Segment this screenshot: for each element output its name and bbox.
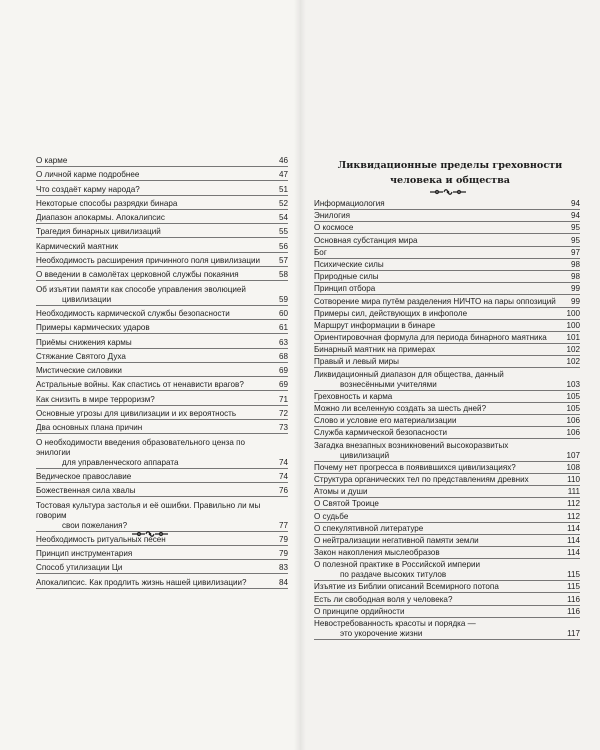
toc-entry-page-number: 57 (278, 256, 288, 266)
toc-entry-page-number: 79 (278, 549, 288, 559)
toc-entry-title-text: Принцип отбора (314, 284, 376, 294)
toc-entry-title (36, 185, 274, 195)
toc-entry[interactable] (314, 345, 580, 356)
toc-entry-title (314, 463, 566, 473)
toc-entry-title (36, 285, 274, 305)
toc-entry-page-number: 56 (278, 241, 288, 251)
toc-entry-title (314, 272, 566, 282)
toc-entry-title-continuation: цивилизаций (340, 450, 390, 460)
toc-entry-title (36, 563, 274, 573)
section-title (305, 158, 595, 188)
toc-list-right (314, 199, 580, 641)
toc-entry-page-number: 106 (566, 416, 580, 426)
toc-entry-page-number: 46 (278, 156, 288, 165)
toc-entry-page-number: 61 (278, 323, 288, 333)
toc-entry-title (314, 392, 566, 402)
toc-entry-page-number: 99 (570, 284, 580, 294)
ornament-divider-right (429, 188, 467, 196)
toc-entry[interactable] (36, 501, 288, 532)
toc-entry-page-number: 68 (278, 351, 288, 361)
toc-entry-title-text: О спекулятивной литературе (314, 523, 424, 533)
toc-entry-page-number: 83 (278, 563, 288, 573)
toc-entry[interactable] (314, 619, 580, 640)
toc-entry-title (314, 428, 566, 438)
toc-entry-title (314, 441, 566, 461)
toc-entry-page-number: 73 (278, 423, 288, 433)
toc-entry-page-number: 76 (278, 486, 288, 496)
toc-entry[interactable] (36, 472, 288, 483)
toc-entry-title (36, 213, 274, 223)
toc-entry-title (314, 512, 566, 522)
toc-entry-title-continuation: свои пожелания? (62, 520, 128, 530)
toc-entry-page-number: 112 (567, 499, 580, 509)
toc-entry-title (314, 582, 566, 592)
toc-entry-title-continuation: по раздаче высоких титулов (340, 570, 447, 580)
toc-entry-title-text: Психические силы (314, 259, 384, 269)
toc-entry-page-number: 102 (566, 357, 580, 367)
section-title-line-2: человека и общества (390, 175, 510, 186)
toc-entry-title-text: Почему нет прогресса в появившихся цивилизациях? (314, 462, 516, 472)
toc-entry-page-number: 77 (278, 520, 288, 530)
toc-entry-title-text: Некоторые способы разрядки бинара (36, 198, 178, 208)
toc-entry-title-text: О введении в самолётах церковной службы покаяния (36, 270, 239, 280)
toc-entry-title-text: Принцип инструментария (36, 549, 133, 559)
toc-entry-title (36, 486, 274, 496)
toc-entry[interactable] (36, 285, 288, 306)
toc-entry-title (314, 404, 566, 414)
toc-entry-title-text: Можно ли вселенную создать за шесть дней? (314, 404, 487, 413)
toc-entry-title-text: Основная субстанция мира (314, 235, 418, 245)
toc-entry-title (314, 333, 566, 343)
toc-entry-title (314, 548, 566, 558)
toc-entry-page-number: 105 (566, 404, 580, 413)
toc-entry-page-number: 112 (567, 511, 580, 521)
toc-entry-title-text: Правый и левый миры (314, 357, 399, 367)
toc-entry-page-number: 115 (567, 570, 580, 580)
toc-entry-page-number: 58 (278, 270, 288, 280)
toc-entry-title-text: Природные силы (314, 272, 379, 282)
toc-entry-title-text: Слово и условие его материализации (314, 416, 457, 426)
toc-entry-title (314, 297, 566, 307)
toc-entry[interactable] (314, 248, 580, 259)
toc-entry-page-number: 47 (278, 170, 288, 180)
toc-entry[interactable] (36, 270, 288, 281)
toc-entry-title (36, 395, 274, 405)
toc-entry-title-text: Способ утилизации Ци (36, 563, 123, 573)
toc-entry-title-text: Трагедия бинарных цивилизаций (36, 227, 161, 237)
toc-entry-title-text: Необходимость расширения причинного поля цивилизации (36, 256, 260, 266)
toc-list-left (36, 156, 288, 592)
toc-entry-title (36, 409, 274, 419)
toc-entry-title (314, 595, 566, 605)
toc-entry-title-text: Атомы и души (314, 487, 368, 497)
toc-entry-page-number: 115 (567, 582, 580, 592)
toc-entry-title-text: Два основных плана причин (36, 423, 143, 433)
toc-entry-page-number: 110 (567, 474, 580, 484)
toc-entry-page-number: 116 (567, 606, 580, 616)
toc-entry-title-text: Энилогия (314, 211, 350, 221)
toc-entry[interactable] (314, 357, 580, 368)
toc-entry-title-text: Что создаёт карму народа? (36, 184, 140, 194)
toc-entry-page-number: 98 (570, 259, 580, 269)
toc-entry-title (314, 607, 566, 617)
toc-entry[interactable] (314, 416, 580, 427)
toc-entry[interactable] (36, 338, 288, 349)
toc-entry-title (36, 309, 274, 319)
toc-entry[interactable] (36, 227, 288, 238)
toc-entry-title (314, 248, 566, 258)
toc-entry-title-text: Изъятие из Библии описаний Всемирного потопа (314, 582, 499, 592)
toc-entry[interactable] (36, 563, 288, 574)
toc-entry-page-number: 116 (567, 594, 580, 604)
toc-entry-title (314, 345, 566, 355)
toc-entry-page-number: 52 (278, 198, 288, 208)
toc-entry[interactable] (36, 242, 288, 253)
toc-entry-title-text: О нейтрализации негативной памяти земли (314, 535, 479, 545)
toc-entry-page-number: 72 (278, 409, 288, 419)
toc-entry-page-number: 95 (570, 223, 580, 233)
toc-entry-title (314, 487, 566, 497)
toc-entry[interactable] (36, 409, 288, 420)
toc-entry-title (36, 323, 274, 333)
toc-entry[interactable] (314, 428, 580, 439)
toc-entry[interactable] (314, 512, 580, 523)
toc-entry-title-text: Тостовая культура застолья и её ошибки. Правильно ли мы говорим (36, 500, 261, 520)
toc-entry[interactable] (314, 548, 580, 559)
toc-entry-title-text: Ликвидационный диапазон для общества, данный (314, 369, 504, 379)
toc-entry-page-number: 99 (570, 296, 580, 306)
toc-entry[interactable] (36, 549, 288, 560)
toc-entry[interactable] (36, 423, 288, 434)
toc-entry-page-number: 111 (567, 487, 580, 497)
toc-entry[interactable] (36, 156, 288, 167)
toc-entry[interactable] (314, 524, 580, 535)
toc-entry-page-number: 100 (566, 308, 580, 318)
toc-entry-title-text: Загадка внезапных возникновений высокоразвитых (314, 440, 509, 450)
toc-entry-title-text: О карме (36, 156, 68, 165)
toc-entry[interactable] (314, 441, 580, 462)
toc-entry-title-text: О необходимости введения образовательного ценза по энилогии (36, 437, 246, 457)
toc-entry[interactable] (314, 475, 580, 486)
toc-entry-title (314, 536, 566, 546)
toc-entry-page-number: 114 (567, 523, 580, 533)
toc-entry[interactable] (36, 395, 288, 406)
toc-entry-page-number: 106 (566, 428, 580, 438)
toc-entry-page-number: 79 (278, 534, 288, 544)
toc-entry-page-number: 108 (566, 462, 580, 472)
toc-entry-title-text: Необходимость кармической службы безопасности (36, 308, 230, 318)
toc-entry-title-text: Бинарный маятник на примерах (314, 345, 436, 355)
toc-entry-title (36, 501, 274, 531)
toc-entry-page-number: 114 (567, 548, 580, 558)
toc-entry-title-text: Мистические силовики (36, 366, 122, 376)
toc-entry-title-continuation: цивилизации (62, 294, 112, 304)
toc-entry-page-number: 74 (278, 471, 288, 481)
toc-entry-title (314, 499, 566, 509)
toc-entry-title (36, 549, 274, 559)
toc-entry-title-text: Структура органических тел по представлениям древних (314, 474, 529, 484)
toc-entry[interactable] (314, 404, 580, 415)
toc-entry-title (36, 242, 274, 252)
toc-entry-title (36, 156, 274, 166)
toc-entry[interactable] (36, 366, 288, 377)
toc-entry-title (36, 170, 274, 180)
toc-entry[interactable] (36, 170, 288, 181)
toc-entry-page-number: 55 (278, 227, 288, 237)
toc-entry-title-text: О судьбе (314, 511, 349, 521)
toc-entry[interactable] (314, 236, 580, 247)
toc-entry-title-continuation: вознесёнными учителями (340, 379, 437, 389)
toc-entry-page-number: 117 (567, 629, 580, 638)
toc-entry-title (36, 270, 274, 280)
section-title-line-1: Ликвидационные пределы греховности (337, 160, 563, 171)
toc-entry[interactable] (314, 223, 580, 234)
toc-entry-title (314, 309, 566, 319)
toc-entry[interactable] (36, 213, 288, 224)
toc-entry-title (36, 380, 274, 390)
toc-entry-title-text: Божественная сила хвалы (36, 486, 136, 496)
toc-entry-title-text: Примеры кармических ударов (36, 323, 150, 333)
toc-entry-title (314, 199, 566, 209)
toc-entry[interactable] (314, 595, 580, 606)
toc-entry-title (36, 227, 274, 237)
toc-entry-title-text: Астральные войны. Как спастись от ненависти врагов? (36, 380, 244, 390)
toc-entry-title (36, 366, 274, 376)
ornament-divider-left (131, 530, 169, 538)
toc-entry-title-text: Диапазон апокармы. Апокалипсис (36, 213, 165, 223)
toc-entry-title-text: О Святой Троице (314, 499, 379, 509)
toc-entry-title-text: Необходимость ритуальных песен (36, 534, 166, 544)
toc-entry-page-number: 102 (566, 345, 580, 355)
toc-entry[interactable] (36, 352, 288, 363)
toc-entry-title-text: Сотворение мира путём разделения НИЧТО на пары оппозиций (314, 296, 556, 306)
toc-entry-page-number: 105 (566, 391, 580, 401)
toc-entry-title (36, 352, 274, 362)
toc-entry[interactable] (314, 607, 580, 618)
toc-entry-title-text: Есть ли свободная воля у человека? (314, 594, 453, 604)
toc-entry-title-text: Невостребованность красоты и порядка — (314, 619, 476, 628)
toc-entry-page-number: 63 (278, 337, 288, 347)
toc-entry[interactable] (36, 323, 288, 334)
toc-entry-page-number: 74 (278, 457, 288, 467)
toc-entry[interactable] (314, 560, 580, 581)
toc-entry[interactable] (36, 256, 288, 267)
toc-entry-page-number: 69 (278, 380, 288, 390)
toc-entry-title (314, 321, 566, 331)
toc-entry-title-text: Закон накопления мыслеобразов (314, 548, 440, 558)
toc-entry-page-number: 69 (278, 366, 288, 376)
toc-entry[interactable] (314, 297, 580, 308)
toc-entry-title-text: Апокалипсис. Как продлить жизнь нашей цивилизации? (36, 577, 247, 587)
toc-entry-title-text: О космосе (314, 223, 354, 233)
toc-entry-title-continuation: для управленческого аппарата (62, 457, 179, 467)
toc-entry[interactable] (314, 260, 580, 271)
toc-entry-page-number: 95 (570, 235, 580, 245)
toc-entry[interactable] (36, 185, 288, 196)
toc-entry-title (314, 357, 566, 367)
toc-entry-page-number: 101 (566, 333, 580, 343)
toc-entry[interactable] (314, 392, 580, 403)
toc-entry[interactable] (314, 463, 580, 474)
toc-entry-title-continuation: это укорочение жизни (340, 629, 423, 638)
toc-entry-title (314, 560, 566, 580)
toc-entry-title-text: Служба кармической безопасности (314, 428, 448, 438)
toc-entry-page-number: 94 (570, 199, 580, 208)
toc-entry[interactable] (36, 486, 288, 497)
toc-entry-title (36, 423, 274, 433)
toc-entry-page-number: 98 (570, 272, 580, 282)
toc-entry-title-text: Приёмы снижения кармы (36, 337, 132, 347)
toc-entry-title (36, 578, 274, 588)
toc-entry-title (36, 472, 274, 482)
toc-entry-title-text: Стяжание Святого Духа (36, 351, 126, 361)
toc-entry-title-text: Как снизить в мире терроризм? (36, 394, 155, 404)
toc-entry[interactable] (314, 499, 580, 510)
toc-entry-page-number: 107 (566, 450, 580, 460)
toc-entry-page-number: 103 (566, 379, 580, 389)
toc-entry-title (36, 199, 274, 209)
toc-entry[interactable] (36, 380, 288, 391)
toc-entry-title (314, 370, 566, 390)
toc-entry-title-text: Маршрут информации в бинаре (314, 320, 436, 330)
toc-entry[interactable] (36, 438, 288, 469)
toc-entry-title (314, 475, 566, 485)
toc-entry[interactable] (314, 309, 580, 320)
toc-entry-page-number: 94 (570, 211, 580, 221)
toc-entry-title (314, 211, 566, 221)
toc-entry-page-number: 71 (278, 394, 288, 404)
toc-entry[interactable] (314, 487, 580, 498)
toc-entry[interactable] (314, 272, 580, 283)
toc-entry[interactable] (314, 333, 580, 344)
toc-entry[interactable] (314, 321, 580, 332)
toc-entry-title (314, 284, 566, 294)
toc-entry-page-number: 51 (278, 184, 288, 194)
book-gutter (294, 0, 306, 750)
toc-entry-title (36, 438, 274, 468)
toc-entry-page-number: 54 (278, 213, 288, 223)
toc-entry[interactable] (314, 582, 580, 593)
toc-entry-title-text: Примеры сил, действующих в инфополе (314, 308, 468, 318)
toc-entry-page-number: 59 (278, 294, 288, 304)
toc-entry-title-text: Ведическое православие (36, 471, 132, 481)
toc-entry-page-number: 97 (570, 247, 580, 257)
toc-entry-page-number: 60 (278, 308, 288, 318)
toc-entry-title-text: О полезной практике в Российской империи (314, 560, 481, 570)
toc-entry[interactable] (314, 284, 580, 295)
toc-entry[interactable] (36, 578, 288, 589)
toc-entry-title (314, 236, 566, 246)
toc-entry-title (36, 256, 274, 266)
toc-entry-page-number: 114 (567, 535, 580, 545)
toc-entry-title (314, 223, 566, 233)
toc-entry[interactable] (314, 199, 580, 210)
toc-entry[interactable] (36, 309, 288, 320)
toc-entry-title (314, 416, 566, 426)
toc-entry-title-text: Основные угрозы для цивилизации и их вероятность (36, 409, 237, 419)
toc-entry-title-text: Об изъятии памяти как способе управления эволюцией (36, 284, 246, 294)
toc-entry[interactable] (314, 211, 580, 222)
toc-entry-title-text: Информациология (314, 199, 385, 208)
toc-entry-title (314, 260, 566, 270)
toc-entry[interactable] (314, 536, 580, 547)
toc-entry[interactable] (314, 370, 580, 391)
toc-entry-page-number: 100 (566, 320, 580, 330)
toc-entry-page-number: 84 (278, 577, 288, 587)
toc-entry-title-text: Греховность и карма (314, 391, 393, 401)
toc-entry[interactable] (36, 199, 288, 210)
toc-entry-title (314, 524, 566, 534)
toc-entry-title-text: О принципе ордийности (314, 606, 405, 616)
toc-entry-title (36, 338, 274, 348)
toc-entry-title-text: О личной карме подробнее (36, 170, 140, 180)
toc-entry-title-text: Ориентировочная формула для периода бинарного маятника (314, 333, 547, 343)
toc-entry-title-text: Бог (314, 247, 327, 257)
toc-entry-title (314, 619, 566, 639)
toc-entry-title-text: Кармический маятник (36, 241, 119, 251)
